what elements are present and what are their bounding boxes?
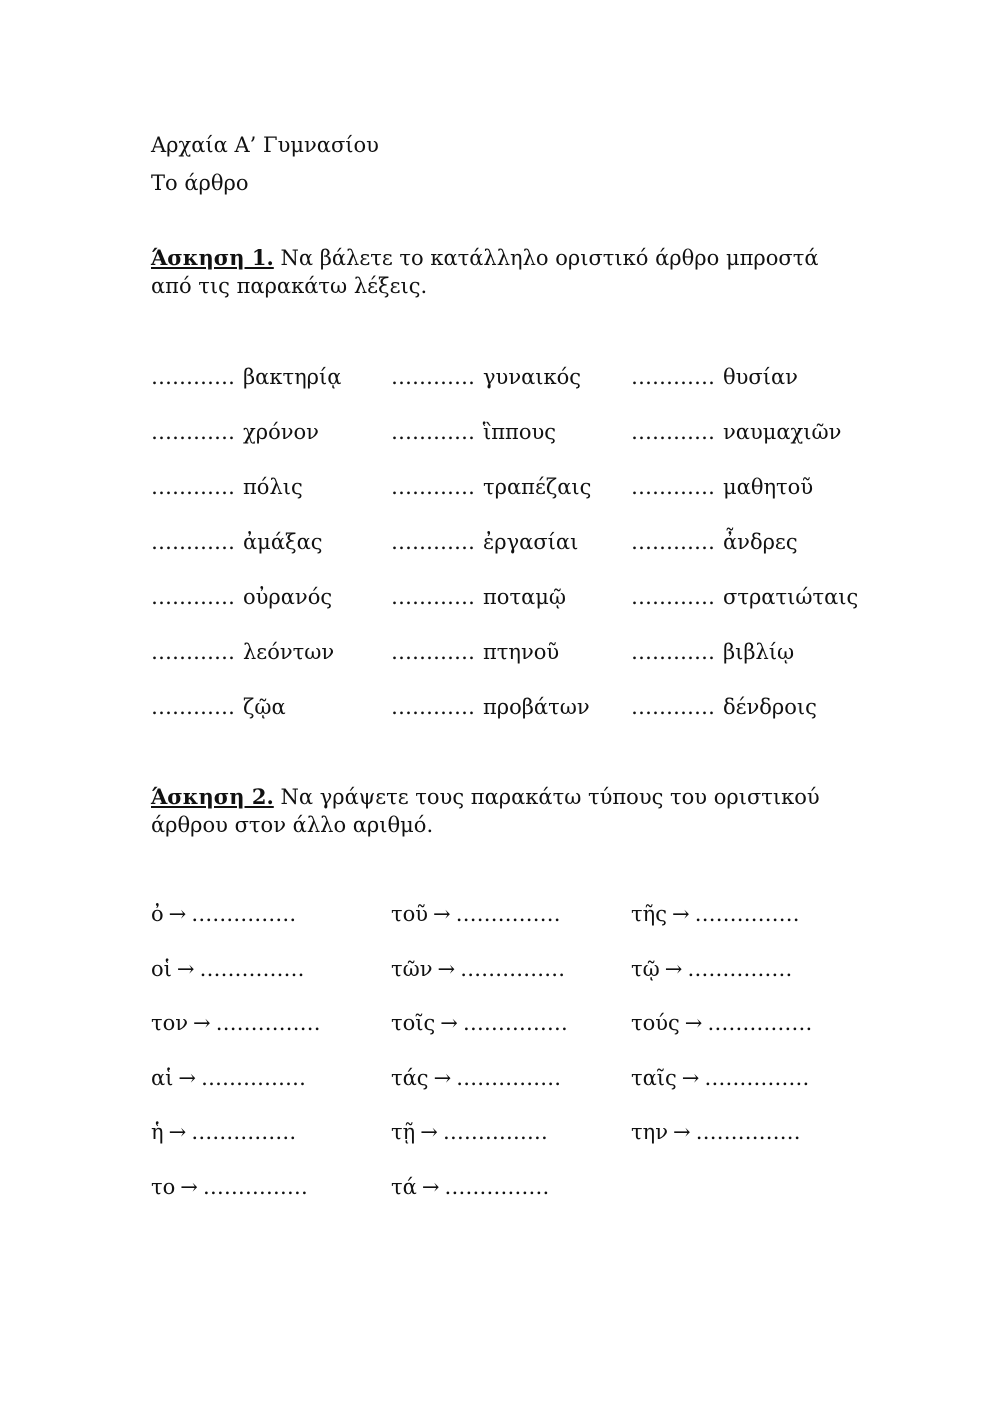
exercise-1-item	[151, 417, 319, 447]
exercise-1-item	[151, 472, 303, 502]
article-form: ταῖς	[631, 1066, 677, 1090]
exercise-1-item	[391, 527, 578, 557]
exercise-1-row	[151, 637, 871, 667]
article-form: ἡ	[151, 1120, 164, 1144]
exercise-1-item	[151, 362, 341, 392]
right-arrow-icon: →	[176, 957, 195, 981]
answer-blank[interactable]: …………	[391, 530, 475, 554]
article-form: τῇ	[391, 1120, 416, 1144]
exercise-1-item	[151, 527, 323, 557]
answer-blank[interactable]: ……………	[199, 957, 305, 981]
article-form: τον	[151, 1011, 189, 1035]
noun-word: θυσίαν	[723, 365, 798, 389]
noun-word: ζῷα	[243, 695, 286, 719]
exercise-2-label: Άσκηση 2.	[151, 784, 274, 809]
answer-blank[interactable]: …………	[151, 475, 235, 499]
right-arrow-icon: →	[421, 1175, 440, 1199]
article-form: οἱ	[151, 957, 172, 981]
article-form: τῶν	[391, 957, 433, 981]
answer-blank[interactable]: ……………	[695, 1120, 801, 1144]
right-arrow-icon: →	[193, 1011, 211, 1035]
answer-blank[interactable]: …………	[151, 640, 235, 664]
exercise-1-item	[631, 637, 794, 667]
noun-word: ἀμάξας	[243, 530, 323, 554]
answer-blank[interactable]: …………	[631, 585, 715, 609]
answer-blank[interactable]: …………	[631, 695, 715, 719]
exercise-1-item	[151, 637, 334, 667]
exercise-1-row	[151, 417, 871, 447]
noun-word: ναυμαχιῶν	[723, 420, 842, 444]
exercise-2-item	[631, 1008, 812, 1038]
exercise-2-item	[391, 1063, 561, 1093]
noun-word: γυναικός	[483, 365, 582, 389]
exercise-1-item	[631, 582, 858, 612]
noun-word: πτηνοῦ	[483, 640, 560, 664]
exercise-1-row	[151, 362, 871, 392]
right-arrow-icon: →	[437, 957, 456, 981]
right-arrow-icon: →	[672, 1120, 691, 1144]
exercise-1-label: Άσκηση 1.	[151, 245, 274, 270]
exercise-2-row	[151, 1117, 871, 1147]
exercise-1-row	[151, 582, 871, 612]
answer-blank[interactable]: ……………	[215, 1011, 321, 1035]
answer-blank[interactable]: …………	[391, 475, 475, 499]
answer-blank[interactable]: …………	[631, 475, 715, 499]
answer-blank[interactable]: …………	[631, 640, 715, 664]
answer-blank[interactable]: ……………	[444, 1175, 550, 1199]
exercise-2-item	[391, 899, 561, 929]
article-form: τῆς	[631, 902, 667, 926]
right-arrow-icon: →	[433, 1066, 452, 1090]
exercise-1-item	[391, 692, 590, 722]
answer-blank[interactable]: ……………	[191, 902, 297, 926]
right-arrow-icon: →	[681, 1066, 700, 1090]
article-form: το	[151, 1175, 176, 1199]
answer-blank[interactable]: …………	[151, 695, 235, 719]
answer-blank[interactable]: ……………	[707, 1011, 813, 1035]
article-form: τούς	[631, 1011, 680, 1035]
right-arrow-icon: →	[671, 902, 690, 926]
exercise-2-item	[151, 1117, 296, 1147]
answer-blank[interactable]: ……………	[456, 1066, 562, 1090]
answer-blank[interactable]: ……………	[694, 902, 800, 926]
noun-word: δένδροις	[723, 695, 817, 719]
answer-blank[interactable]: …………	[151, 420, 235, 444]
exercise-2-heading	[151, 783, 851, 839]
article-form: τά	[391, 1175, 417, 1199]
noun-word: λεόντων	[243, 640, 335, 664]
right-arrow-icon: →	[168, 902, 187, 926]
article-form: τοῦ	[391, 902, 429, 926]
noun-word: χρόνον	[243, 420, 319, 444]
exercise-2-item	[631, 954, 792, 984]
article-form: τοῖς	[391, 1011, 436, 1035]
noun-word: πόλις	[243, 475, 303, 499]
exercise-1-item	[631, 692, 817, 722]
article-form: αἱ	[151, 1066, 174, 1090]
answer-blank[interactable]: …………	[391, 420, 475, 444]
exercise-2-row	[151, 1063, 871, 1093]
answer-blank[interactable]: …………	[631, 530, 715, 554]
exercise-1-item	[631, 472, 813, 502]
exercise-2-item	[631, 1063, 809, 1093]
answer-blank[interactable]: ……………	[687, 957, 793, 981]
answer-blank[interactable]: ……………	[455, 902, 561, 926]
answer-blank[interactable]: …………	[631, 365, 715, 389]
right-arrow-icon: →	[664, 957, 683, 981]
exercise-1-instruction: Να βάλετε το κατάλληλο οριστικό άρθρο μπροστά από τις παρακάτω λέξεις.	[151, 246, 819, 298]
answer-blank[interactable]: ……………	[460, 957, 566, 981]
noun-word: προβάτων	[483, 695, 590, 719]
right-arrow-icon: →	[168, 1120, 187, 1144]
answer-blank[interactable]: ……………	[202, 1175, 308, 1199]
article-form: ὀ	[151, 902, 164, 926]
answer-blank[interactable]: …………	[151, 530, 235, 554]
right-arrow-icon: →	[178, 1066, 197, 1090]
exercise-1-row	[151, 472, 871, 502]
article-form: την	[631, 1120, 668, 1144]
noun-word: οὐρανός	[243, 585, 333, 609]
noun-word: μαθητοῦ	[723, 475, 814, 499]
exercise-2-item	[631, 899, 800, 929]
exercise-2-item	[391, 1117, 548, 1147]
answer-blank[interactable]: ……………	[462, 1011, 568, 1035]
exercise-2-item	[391, 1008, 568, 1038]
exercise-1-item	[391, 582, 566, 612]
exercise-2-row	[151, 899, 871, 929]
exercise-2-item	[151, 954, 305, 984]
exercise-1-item	[631, 362, 798, 392]
answer-blank[interactable]: …………	[391, 365, 475, 389]
article-form: τῷ	[631, 957, 660, 981]
exercise-2-instruction: Να γράψετε τους παρακάτω τύπους του οριστικού άρθρου στον άλλο αριθμό.	[151, 785, 820, 837]
exercise-1-row	[151, 692, 871, 722]
answer-blank[interactable]: …………	[391, 585, 475, 609]
answer-blank[interactable]: …………	[391, 640, 475, 664]
exercise-1-item	[391, 417, 556, 447]
exercise-2-item	[391, 954, 565, 984]
right-arrow-icon: →	[684, 1011, 703, 1035]
article-form: τάς	[391, 1066, 429, 1090]
answer-blank[interactable]: ……………	[442, 1120, 548, 1144]
exercise-1-heading	[151, 244, 851, 300]
exercise-1-item	[391, 362, 581, 392]
exercise-1-row	[151, 527, 871, 557]
right-arrow-icon: →	[433, 902, 451, 926]
course-title: Αρχαία Α’ Γυμνασίου	[151, 133, 379, 157]
exercise-2-row	[151, 1172, 871, 1202]
exercise-1-item	[151, 692, 286, 722]
right-arrow-icon: →	[420, 1120, 438, 1144]
right-arrow-icon: →	[440, 1011, 458, 1035]
noun-word: βακτηρίᾳ	[243, 365, 342, 389]
exercise-2-row	[151, 954, 871, 984]
right-arrow-icon: →	[180, 1175, 198, 1199]
answer-blank[interactable]: …………	[391, 695, 475, 719]
answer-blank[interactable]: …………	[151, 585, 235, 609]
noun-word: βιβλίῳ	[723, 640, 795, 664]
exercise-1-item	[391, 472, 591, 502]
noun-word: τραπέζαις	[483, 475, 592, 499]
topic-title: Το άρθρο	[151, 171, 249, 195]
answer-blank[interactable]: …………	[631, 420, 715, 444]
noun-word: ἐργασίαι	[483, 530, 579, 554]
noun-word: ποταμῷ	[483, 585, 567, 609]
exercise-1-item	[631, 527, 798, 557]
answer-blank[interactable]: ……………	[191, 1120, 297, 1144]
exercise-1-item	[151, 582, 332, 612]
answer-blank[interactable]: ……………	[201, 1066, 307, 1090]
exercise-2-item	[391, 1172, 549, 1202]
exercise-2-item	[151, 1172, 308, 1202]
exercise-2-row	[151, 1008, 871, 1038]
exercise-2-item	[151, 1063, 306, 1093]
exercise-2-item	[631, 1117, 801, 1147]
exercise-2-item	[151, 1008, 321, 1038]
answer-blank[interactable]: …………	[151, 365, 235, 389]
exercise-2-item	[151, 899, 296, 929]
noun-word: ἳππους	[483, 420, 557, 444]
exercise-1-item	[631, 417, 841, 447]
noun-word: ἆνδρες	[723, 530, 798, 554]
answer-blank[interactable]: ……………	[704, 1066, 810, 1090]
exercise-1-item	[391, 637, 559, 667]
noun-word: στρατιώταις	[723, 585, 859, 609]
